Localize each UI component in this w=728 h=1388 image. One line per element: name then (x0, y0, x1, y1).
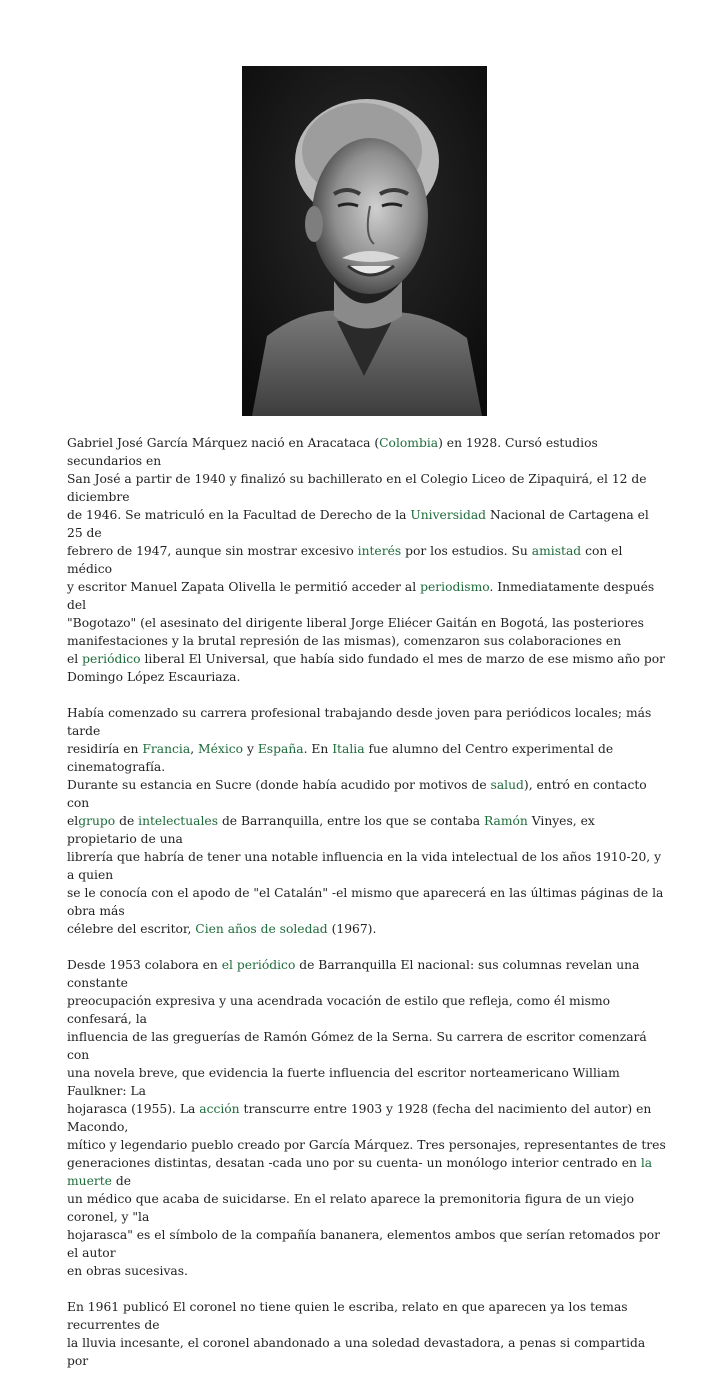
paragraph-text: fue alumno del Centro experimental de cinematografía. Durante su estancia en Sucre (donde había acudido por motivos de (67, 742, 614, 792)
inline-link[interactable]: España (257, 742, 304, 756)
paragraph-text: Desde 1953 colabora en (67, 958, 222, 972)
inline-link[interactable]: Francia (142, 742, 191, 756)
paragraph-text: Vinyes, ex propietario de una librería que habría de tener una notable influencia en la vida intelectual de los años 1910-20, y a quien se le conocía con el apodo de "el Catalán" -el mismo que aparecerá en las últimas páginas de la obra más célebre del escritor, (67, 814, 664, 936)
inline-link[interactable]: Colombia (379, 436, 439, 450)
inline-link[interactable]: la muerte (67, 1156, 653, 1188)
paragraph-text: de Barranquilla, entre los que se contaba (218, 814, 484, 828)
biography-text (67, 434, 667, 1388)
paragraph-text: . Inmediatamente después del "Bogotazo" (el asesinato del dirigente liberal Jorge Eliécer Gaitán en Bogotá, las posteriores manifestaciones y la brutal represión de las mismas), comenzaron sus colaboraciones en el (67, 580, 655, 666)
paragraph-text: Nacional de Cartagena el 25 de febrero de 1947, aunque sin mostrar excesivo (67, 508, 649, 558)
paragraph (67, 956, 667, 1280)
inline-link[interactable]: Ramón (483, 814, 528, 828)
inline-link[interactable]: Italia (332, 742, 365, 756)
paragraph-text: , (190, 742, 199, 756)
inline-link[interactable]: periodismo (420, 580, 490, 594)
paragraph-text: Había comenzado su carrera profesional trabajando desde joven para periódicos locales; más tarde residiría en (67, 706, 652, 756)
paragraph-text: ), entró en contacto con el (67, 778, 647, 828)
inline-link[interactable]: periódico (82, 652, 141, 666)
paragraph-text: ) en 1928. Cursó estudios secundarios en San José a partir de 1940 y finalizó su bachillerato en el Colegio Liceo de Zipaquirá, el 12 de diciembre de 1946. Se matriculó en la Facultad de Derecho de la (67, 436, 647, 522)
paragraph-text: de (115, 814, 139, 828)
inline-link[interactable]: acción (199, 1102, 240, 1116)
portrait-photo (242, 66, 487, 416)
inline-link[interactable]: el periódico (221, 958, 296, 972)
portrait-image (242, 66, 487, 416)
paragraph-text: (1967). (327, 922, 377, 936)
inline-link[interactable]: México (198, 742, 244, 756)
inline-link[interactable]: interés (357, 544, 402, 558)
paragraph (67, 434, 667, 686)
paragraph (67, 1298, 667, 1370)
paragraph-text: de un médico que acaba de suicidarse. En el relato aparece la premonitoria figura de un viejo coronel, y "la hojarasca" es el símbolo de la compañía bananera, elementos ambos que serían retomados por el autor en obras sucesivas. (67, 1174, 661, 1278)
inline-link[interactable]: Universidad (410, 508, 487, 522)
paragraph-text: de Barranquilla El nacional: sus columnas revelan una constante preocupación expresiva y una acendrada vocación de estilo que refleja, como él mismo confesará, la influencia de las greguerías de Ramón Gómez de la Serna. Su carrera de escritor comenzará con una novela breve, que evidencia la fuerte influencia del escritor norteamericano William Faulkner: La hojarasca (1955). La (67, 958, 647, 1116)
inline-link[interactable]: salud (490, 778, 524, 792)
paragraph-text: liberal El Universal, que había sido fundado el mes de marzo de ese mismo año por Domingo López Escauriaza. (67, 652, 665, 684)
paragraph-text: Gabriel José García Márquez nació en Aracataca ( (67, 436, 380, 450)
paragraph-text: transcurre entre 1903 y 1928 (fecha del nacimiento del autor) en Macondo, mítico y legendario pueblo creado por García Márquez. Tres personajes, representantes de tres generaciones distintas, desatan -cada uno por su cuenta- un monólogo interior centrado en (67, 1102, 666, 1170)
inline-link[interactable]: amistad (531, 544, 582, 558)
paragraph (67, 704, 667, 938)
paragraph-text: con el médico y escritor Manuel Zapata Olivella le permitió acceder al (67, 544, 623, 594)
inline-link[interactable]: grupo (78, 814, 116, 828)
inline-link[interactable]: intelectuales (138, 814, 219, 828)
paragraph-text: por los estudios. Su (401, 544, 532, 558)
paragraph-text: En 1961 publicó El coronel no tiene quien le escriba, relato en que aparecen ya los temas recurrentes de la lluvia incesante, el coronel abandonado a una soledad devastadora, a penas si compartida por (67, 1300, 646, 1368)
inline-link[interactable]: Cien años de soledad (195, 922, 328, 936)
paragraph-text: y (243, 742, 258, 756)
paragraph-text: . En (303, 742, 333, 756)
